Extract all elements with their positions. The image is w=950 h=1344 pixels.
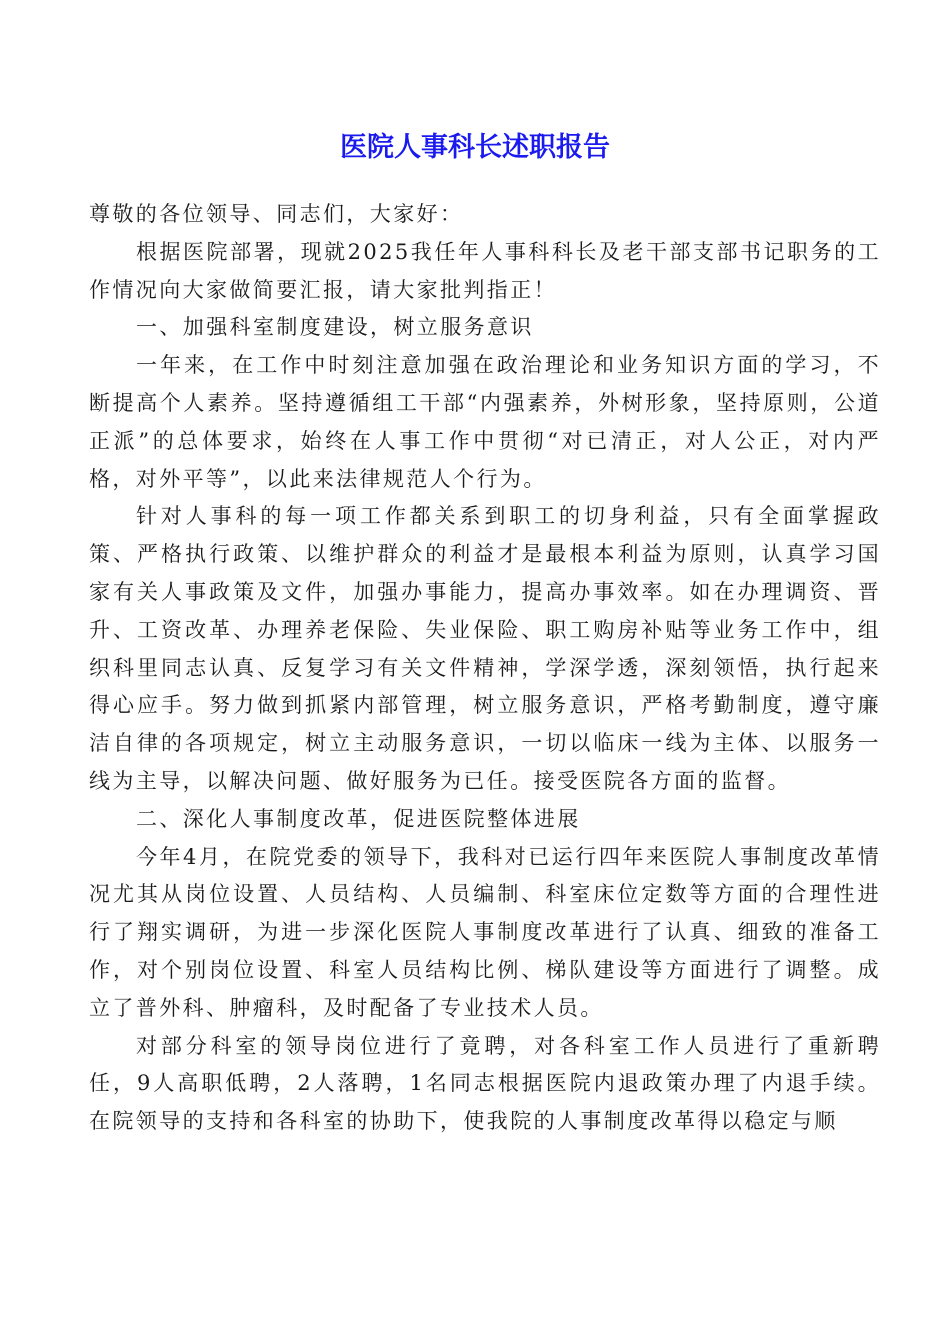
section-heading-1: 一、加强科室制度建设，树立服务意识 [136,315,534,340]
paragraph-recruitment: 对部分科室的领导岗位进行了竟聘，对各科室工作人员进行了重新聘任，9人高职低聘，2人落聘，1名同志根据医院内退政策办理了内退手续。在院领导的支持和各科室的协助下，使我院的人事制度改革得以稳定与顺 [89,1033,881,1134]
paragraph-policy: 针对人事科的每一项工作都关系到职工的切身利益，只有全面掌握政策、严格执行政策、以维护群众的利益才是最根本利益为原则，认真学习国家有关人事政策及文件，加强办事能力，提高办事效率。如在办理调资、晋升、工资改革、办理养老保险、失业保险、职工购房补贴等业务工作中，组织科里同志认真、反复学习有关文件精神，学深学透，深刻领悟，执行起来得心应手。努力做到抓紧内部管理，树立服务意识，严格考勤制度，遵守廉洁自律的各项规定，树立主动服务意识，一切以临床一线为主体、以服务一线为主导，以解决问题、做好服务为已任。接受医院各方面的监督。 [89,504,881,793]
paragraph-reform: 今年4月，在院党委的领导下，我科对已运行四年来医院人事制度改革情况尤其从岗位设置、人员结构、人员编制、科室床位定数等方面的合理性进行了翔实调研，为进一步深化医院人事制度改革进行了认真、细致的准备工作，对个别岗位设置、科室人员结构比例、梯队建设等方面进行了调整。成立了普外科、肿瘤科，及时配备了专业技术人员。 [89,844,881,1020]
salutation: 尊敬的各位领导、同志们，大家好： [89,202,464,226]
paragraph-intro: 根据医院部署，现就2025我任年人事科科长及老干部支部书记职务的工作情况向大家做简要汇报，请大家批判指正！ [89,239,881,302]
document-body [89,196,881,1141]
paragraph-study: 一年来，在工作中时刻注意加强在政治理论和业务知识方面的学习，不断提高个人素养。坚持遵循组工干部“内强素养，外树形象，坚持原则，公道正派”的总体要求，始终在人事工作中贯彻“对已清正，对人公正，对内严格，对外平等”，以此来法律规范人个行为。 [89,353,881,491]
section-heading-2: 二、深化人事制度改革，促进医院整体进展 [136,806,581,831]
document-title: 医院人事科长述职报告 [340,132,610,163]
